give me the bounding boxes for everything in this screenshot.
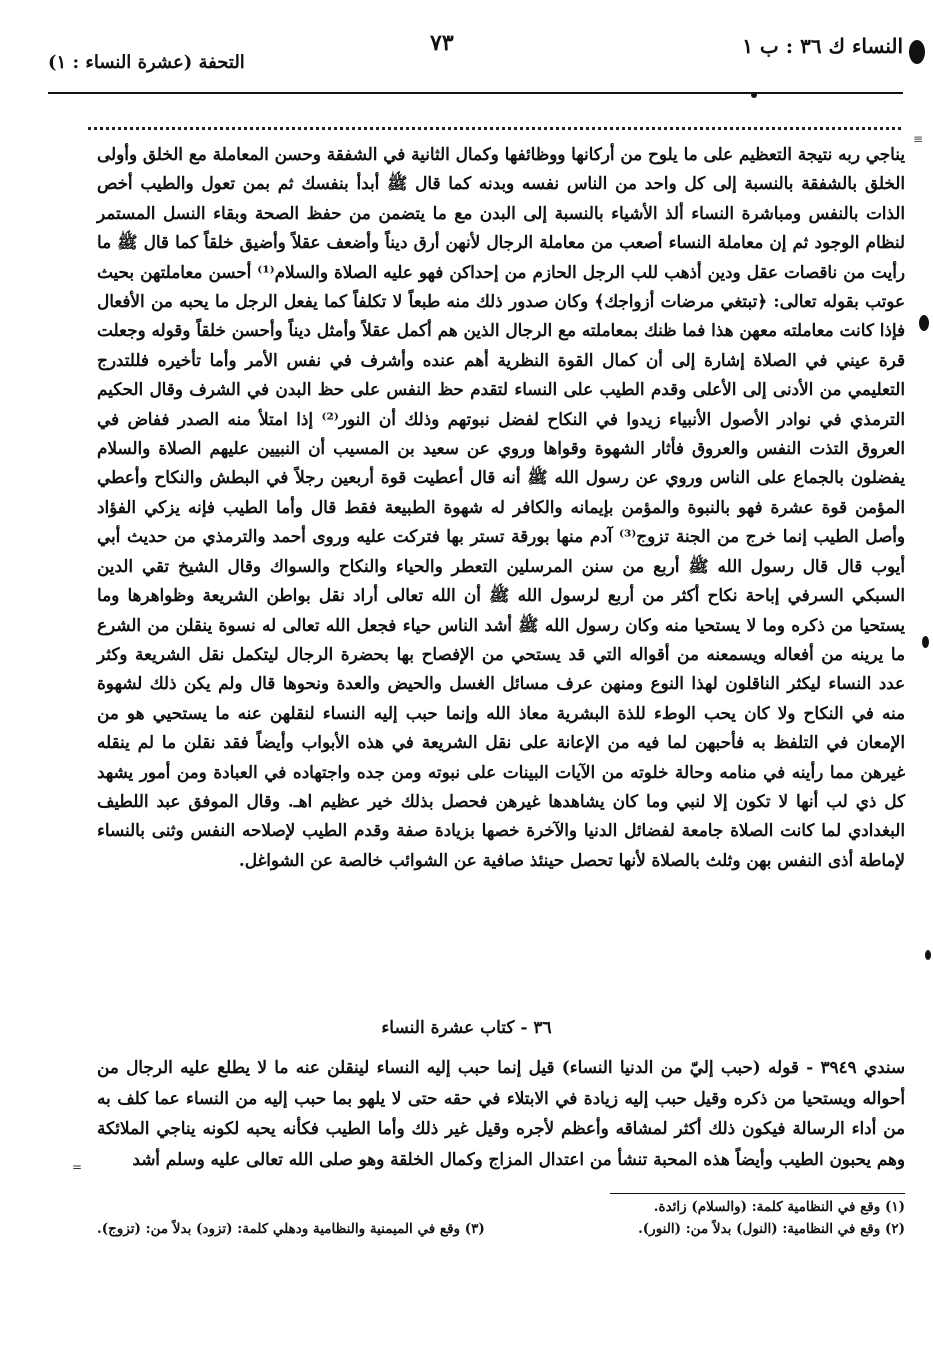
- sindi-paragraph: [97, 1052, 905, 1174]
- scan-mark-right-mid: [919, 315, 929, 331]
- footnote-rule: [610, 1193, 905, 1194]
- header-reference-left: التحفة (عشرة النساء : ١): [48, 52, 245, 73]
- footnotes: [97, 1196, 905, 1240]
- sindi-commentary: [97, 1052, 905, 1174]
- sindi-lead: سندي ٣٩٤٩ -: [806, 1057, 905, 1077]
- main-commentary: [97, 140, 905, 875]
- dotted-separator: [88, 127, 901, 130]
- page-number: ٧٣: [430, 30, 454, 56]
- footnote-row: [97, 1218, 905, 1240]
- sindi-body: قوله (حبب إليّ من الدنيا النساء) قيل إنما حبب إليه النساء لينقلن عنه ما لا يطلع عليه الرجال من أحواله ويستحيا من ذكره وقيل حبب إليه زيادة في الابتلاء في حقه حتى لا يلهو بما حبب إليه من النساء عما كلف به من أداء الرسالة فيكون ذلك أكثر لمشاقه وأعظم لأجره وقيل غير ذلك وأما الطيب فكأنه يحبه لكونه يناجي الملائكة وهم يحبون الطيب وأيضاً هذه المحبة تنشأ من اعتدال المزاج وكمال الخلقة وهو صلى الله تعالى عليه وسلم أشد: [97, 1057, 905, 1169]
- scan-mark-right-lower: [925, 950, 931, 960]
- page-header: [40, 30, 903, 80]
- scan-mark-right-low: [922, 636, 929, 648]
- chapter-heading: ٣٦ - كتاب عشرة النساء: [381, 1018, 552, 1038]
- scan-mark-top-right: [909, 40, 925, 64]
- margin-tick-bottom: =: [72, 1160, 83, 1174]
- footnote-2: (٢) وقع في النظامية: (النول) بدلاً من: (النور).: [638, 1221, 905, 1237]
- commentary-paragraph: يناجي ربه نتيجة التعظيم على ما يلوح من أركانها ووظائفها وكمال الثانية في الشفقة وحسن المعاملة مع الخلق وأولى الخلق بالشفقة بالنسبة إلى كل واحد من الناس نفسه وبدنه كما قال ﷺ أبدأ بنفسك ثم بمن تعول والطيب أخص الذات بالنفس ومباشرة النساء ألذ الأشياء بالنسبة إلى البدن مع ما يتضمن من حفظ الصحة وبقاء النسل المستمر لنظام الوجود ثم إن معاملة النساء أصعب من معاملة الرجال لأنهن أرق ديناً وأضعف عقلاً وأضيق خلقاً كما قال ﷺ ما رأيت من ناقصات عقل ودين أذهب للب الرجل الحازم من إحداكن فهو عليه الصلاة والسلام⁽¹⁾ أحسن معاملتهن بحيث عوتب بقوله تعالى: ﴿تبتغي مرضات أزواجك﴾ وكان صدور ذلك منه طبعاً لا تكلفاً كما يفعل الرجل ما يحبه من الأفعال فإذا كانت معاملته معهن هذا فما ظنك بمعاملته مع الرجال الذين هم أكمل عقلاً وأمثل ديناً وأحسن خلقاً وقوله وجعلت قرة عيني في الصلاة إشارة إلى أن كمال القوة النظرية أهم عنده وأشرف في نفس الأمر وأما تأخيره فللتدرج التعليمي من الأدنى إلى الأعلى وقدم الطيب على النساء لتقدم حظ النفس على حظ البدن في الشرف وقال الحكيم الترمذي في نوادر الأصول الأنبياء زيدوا في النكاح لفضل نبوتهم وذلك أن النور⁽²⁾ إذا امتلأ منه الصدر ففاض في العروق التذت النفس والعروق فأثار الشهوة وقواها وروي عن سعيد بن المسيب أن النبيين عليهم الصلاة والسلام يفضلون بالجماع على الناس وروي عن رسول الله ﷺ أنه قال أعطيت قوة أربعين رجلاً في البطش والنكاح وأعطي المؤمن قوة عشرة فهو بالنبوة والمؤمن بإيمانه والكافر له شهوة الطبيعة فقط قال وأما الطيب فإنه يزكي الفؤاد وأصل الطيب إنما خرج من الجنة تزوج⁽³⁾ آدم منها بورقة تستر بها فتركت عليه وروى أحمد والترمذي من حديث أبي أيوب قال قال رسول الله ﷺ أربع من سنن المرسلين التعطر والحياء والنكاح والسواك وقال الشيخ تقي الدين السبكي السرفي إباحة نكاح أكثر من أربع لرسول الله ﷺ أن الله تعالى أراد نقل بواطن الشريعة وظواهرها وما يستحيا من ذكره وما لا يستحيا منه وكان رسول الله ﷺ أشد الناس حياء فجعل الله تعالى له نسوة ينقلن من الشرع ما يرينه من أفعاله ويسمعنه من أقواله التي قد يستحي من الإفصاح بها بحضرة الرجال ليتكمل نقل الشريعة وكثر عدد النساء ليكثر الناقلون لهذا النوع ومنهن عرف مسائل الغسل والحيض والعدة ونحوها قال ولم يكن ذلك لشهوة منه في النكاح ولا كان يحب الوطء للذة البشرية معاذ الله وإنما حبب إليه النساء لنقلهن عنه ما يستحيي هو من الإمعان في التلفظ به فأحبهن لما فيه من الإعانة على نقل الشريعة في هذه الأبواب وأيضاً فقد نقلن ما لم ينقله غيرهن مما رأينه في منامه وحالة خلوته من الآيات البينات على نبوته ومن جده واجتهاده في العبادة ومن أمور يشهد كل ذي لب أنها لا تكون إلا لنبي وما كان يشاهدها غيرهن فحصل بذلك خير عظيم اهـ. وقال الموفق عبد اللطيف البغدادي لما كانت الصلاة جامعة لفضائل الدنيا والآخرة خصها بزيادة صفة وقدم الطيب لإصلاحه النفس وثنى بالنساء لإماطة أذى النفس بهن وثلث بالصلاة لأنها تحصل حينئذ صافية عن الشوائب خالصة عن الشواغل.: [97, 144, 906, 870]
- header-reference-right: النساء ك ٣٦ : ب ١: [742, 34, 903, 58]
- footnote-3: (٣) وقع في الميمنية والنظامية ودهلي كلمة: (تزود) بدلاً من: (تزوج).: [97, 1221, 485, 1237]
- margin-tick-top: ≡: [912, 132, 923, 146]
- footnote-1: (١) وقع في النظامية كلمة: (والسلام) زائدة.: [653, 1199, 905, 1215]
- scan-mark-header: [751, 92, 757, 98]
- header-rule: [48, 92, 903, 94]
